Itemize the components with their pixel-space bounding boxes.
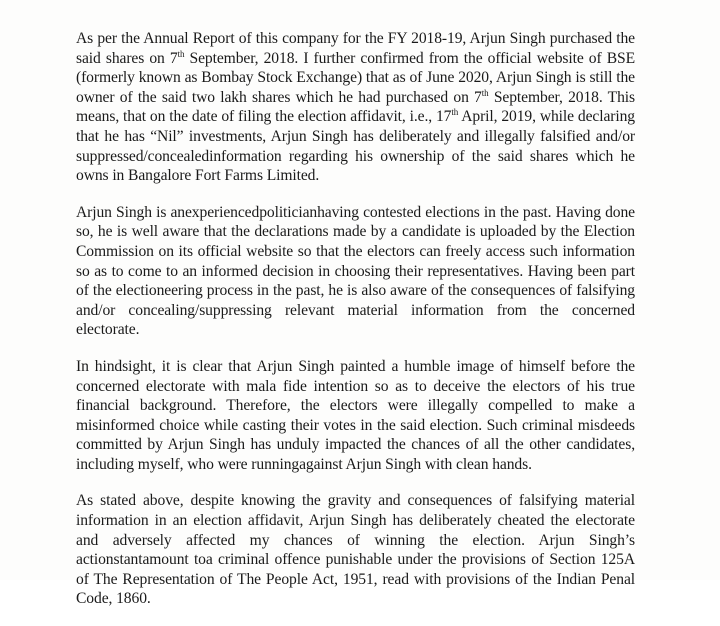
ordinal-suffix: th (451, 107, 459, 118)
ordinal-suffix: th (481, 87, 489, 98)
paragraph-experienced-politician: Arjun Singh is anexperiencedpoliticianhaving contested elections in the past. Having done so, he is well aware that the declarations made by a candidate is uploaded by the Election Commission on its official website so that the electors can freely access such information so as to come to an informed decision in choosing their representatives. Having been part of the electioneering process in the past, he is also aware of the consequences of falsifying and/or concealing/suppressing relevant material information from the concerned electorate. (76, 203, 635, 339)
paragraph-share-purchase: As per the Annual Report of this company for the FY 2018-19, Arjun Singh purchased the said shares on 7th September, 2018. I further confirmed from the official website of BSE (formerly known as Bombay Stock Exchange) that as of June 2020, Arjun Singh is still the owner of the said two lakh shares which he had purchased on 7th September, 2018. This means, that on the date of filing the election affidavit, i.e., 17th April, 2019, while declaring that he has “Nil” investments, Arjun Singh has deliberately and illegally falsified and/or suppressed/concealedinformation regarding his ownership of the said shares which he owns in Bangalore Fort Farms Limited. (76, 30, 636, 185)
ordinal-suffix: th (177, 48, 185, 59)
paragraph-hindsight: In hindsight, it is clear that Arjun Singh painted a humble image of himself before the concerned electorate with mala fide intention so as to deceive the electors of his true financial background. Therefore, the electors were illegally compelled to make a misinformed choice while casting their votes in the said election. Such criminal misdeeds committed by Arjun Singh has unduly impacted the chances of all the other candidates, including myself, who were runningagainst Arjun Singh with clean hands. (76, 357, 635, 473)
paragraph-criminal-offence: As stated above, despite knowing the gravity and consequences of falsifying material information in an election affidavit, Arjun Singh has deliberately cheated the electorate and adversely affected my chances of winning the election. Arjun Singh’s actionstantamount toa criminal offence punishable under the provisions of Section 125A of The Representation of The People Act, 1951, read with provisions of the Indian Penal Code, 1860. (76, 492, 635, 608)
document-body (76, 29, 635, 626)
